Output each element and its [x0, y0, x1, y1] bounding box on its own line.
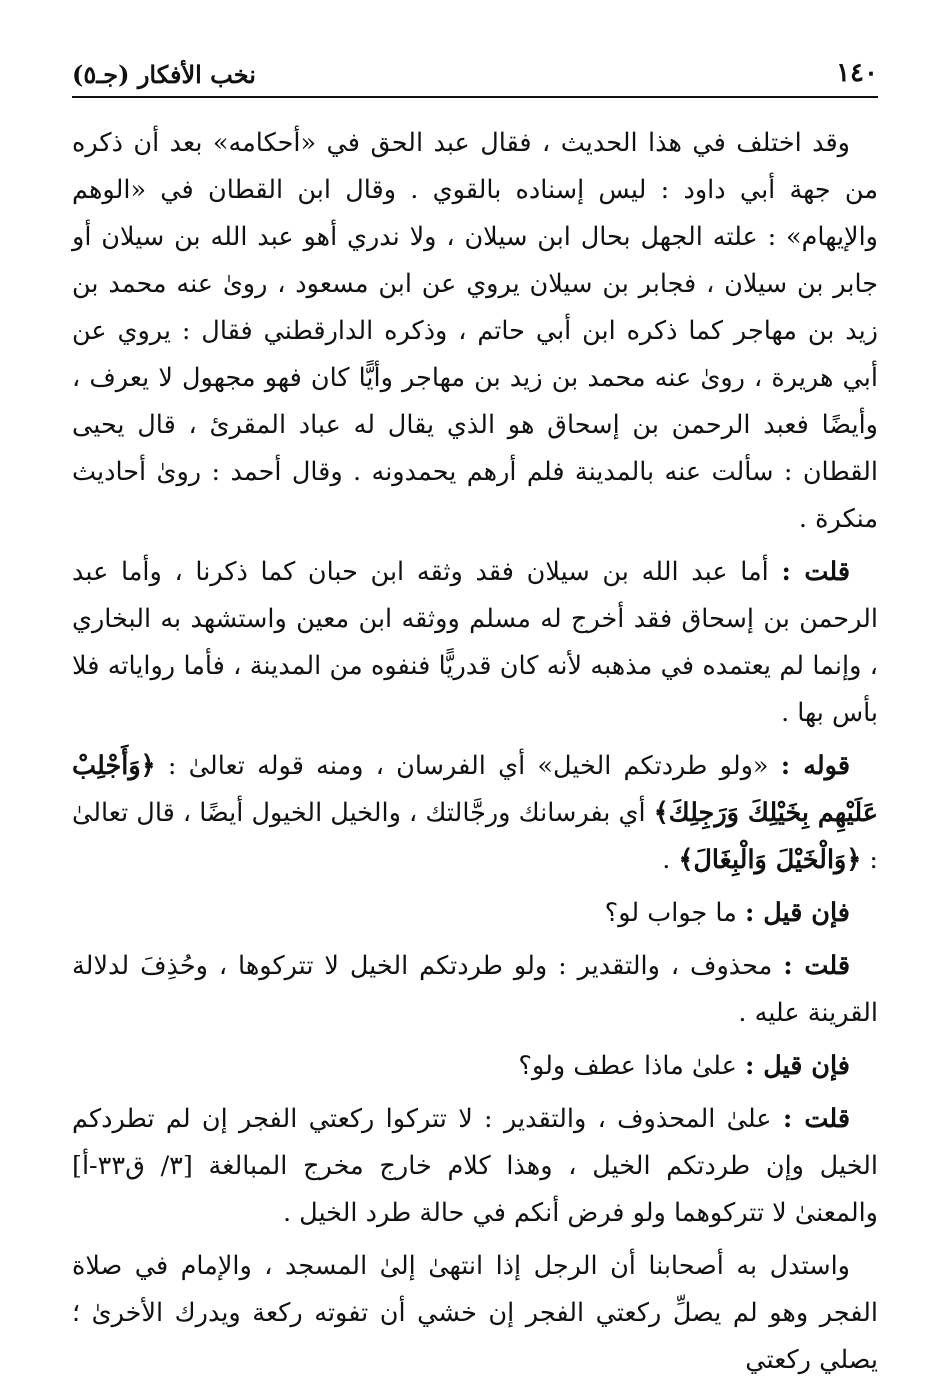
paragraph-8 — [72, 1243, 878, 1384]
paragraph-2 — [72, 549, 878, 737]
paragraph-1 — [72, 120, 878, 543]
paragraph-text: محذوف ، والتقدير : ولو طردتكم الخيل لا تتركوها ، وحُذِفَ لدلالة القرينة عليه . — [72, 951, 878, 1028]
paragraph-5 — [72, 943, 878, 1037]
paragraph-4 — [72, 890, 878, 937]
paragraph-7 — [72, 1096, 878, 1237]
book-page — [72, 52, 879, 1375]
quran-verse: ﴿وَالْخَيْلَ وَالْبِغَالَ﴾ — [678, 845, 862, 875]
paragraph-6 — [72, 1043, 878, 1090]
paragraph-lead: فإن قيل : — [744, 898, 850, 928]
page-header — [72, 52, 878, 98]
page-number: ١٤٠ — [836, 58, 878, 88]
paragraph-text: أما عبد الله بن سيلان فقد وثقه ابن حبان كما ذكرنا ، وأما عبد الرحمن بن إسحاق فقد أخرج له مسلم ووثقه ابن معين واستشهد به البخاري ، وإنما لم يعتمده في مذهبه لأنه كان قدريًّا فنفوه من المدينة ، فأما رواياته فلا بأس بها . — [72, 557, 878, 728]
paragraph-3 — [72, 743, 878, 884]
page-body — [72, 120, 878, 1384]
paragraph-lead: قلت : — [781, 557, 851, 587]
paragraph-lead: قلت : — [782, 1104, 851, 1134]
paragraph-text: وقد اختلف في هذا الحديث ، فقال عبد الحق في «أحكامه» بعد أن ذكره من جهة أبي داود : ليس إسناده بالقوي . وقال ابن القطان في «الوهم والإيهام» : علته الجهل بحال ابن سيلان ، ولا ندري أهو عبد الله بن سيلان أو جابر بن سيلان ، فجابر بن سيلان يروي عن ابن مسعود ، روىٰ عنه محمد بن زيد بن مهاجر كما ذكره ابن أبي حاتم ، وذكره الدارقطني فقال : يروي عن أبي هريرة ، روىٰ عنه محمد بن زيد بن مهاجر وأيًّا كان فهو مجهول لا يعرف ، وأيضًا فعبد الرحمن بن إسحاق هو الذي يقال له عباد المقرئ ، قال يحيى القطان : سألت عنه بالمدينة فلم أرهم يحمدونه . وقال أحمد : روىٰ أحاديث منكرة . — [72, 128, 878, 534]
running-title: نخب الأفكار (جـ٥) — [72, 60, 256, 89]
paragraph-text: . — [662, 845, 671, 875]
paragraph-text: ما جواب لو؟ — [604, 898, 737, 928]
paragraph-lead: فإن قيل : — [744, 1051, 850, 1081]
paragraph-text: «ولو طردتكم الخيل» أي الفرسان ، ومنه قوله تعالىٰ : — [167, 751, 769, 781]
paragraph-text: علىٰ المحذوف ، والتقدير : لا تتركوا ركعتي الفجر إن لم تطردكم الخيل وإن طردتكم الخيل ، وهذا كلام خارج مخرج المبالغة [٣/ ق٣٣-أ] والمعنىٰ لا تتركوهما ولو فرض أنكم في حالة طرد الخيل . — [72, 1104, 879, 1228]
paragraph-text: علىٰ ماذا عطف ولو؟ — [518, 1051, 737, 1081]
paragraph-text: واستدل به أصحابنا أن الرجل إذا انتهىٰ إلىٰ المسجد ، والإمام في صلاة الفجر وهو لم يصلِّ ركعتي الفجر إن خشي أن تفوته ركعة ويدرك الأخرىٰ ؛ يصلي ركعتي — [72, 1251, 878, 1375]
paragraph-text: أي بفرسانك ورجَّالتك ، والخيل الخيول أيضًا ، قال تعالىٰ : — [72, 798, 878, 875]
paragraph-lead: قوله : — [780, 751, 851, 781]
quran-verse: ﴿وَأَجْلِبْ عَلَيْهِم بِخَيْلِكَ وَرَجِلِكَ﴾ — [72, 751, 878, 828]
paragraph-lead: قلت : — [783, 951, 851, 981]
